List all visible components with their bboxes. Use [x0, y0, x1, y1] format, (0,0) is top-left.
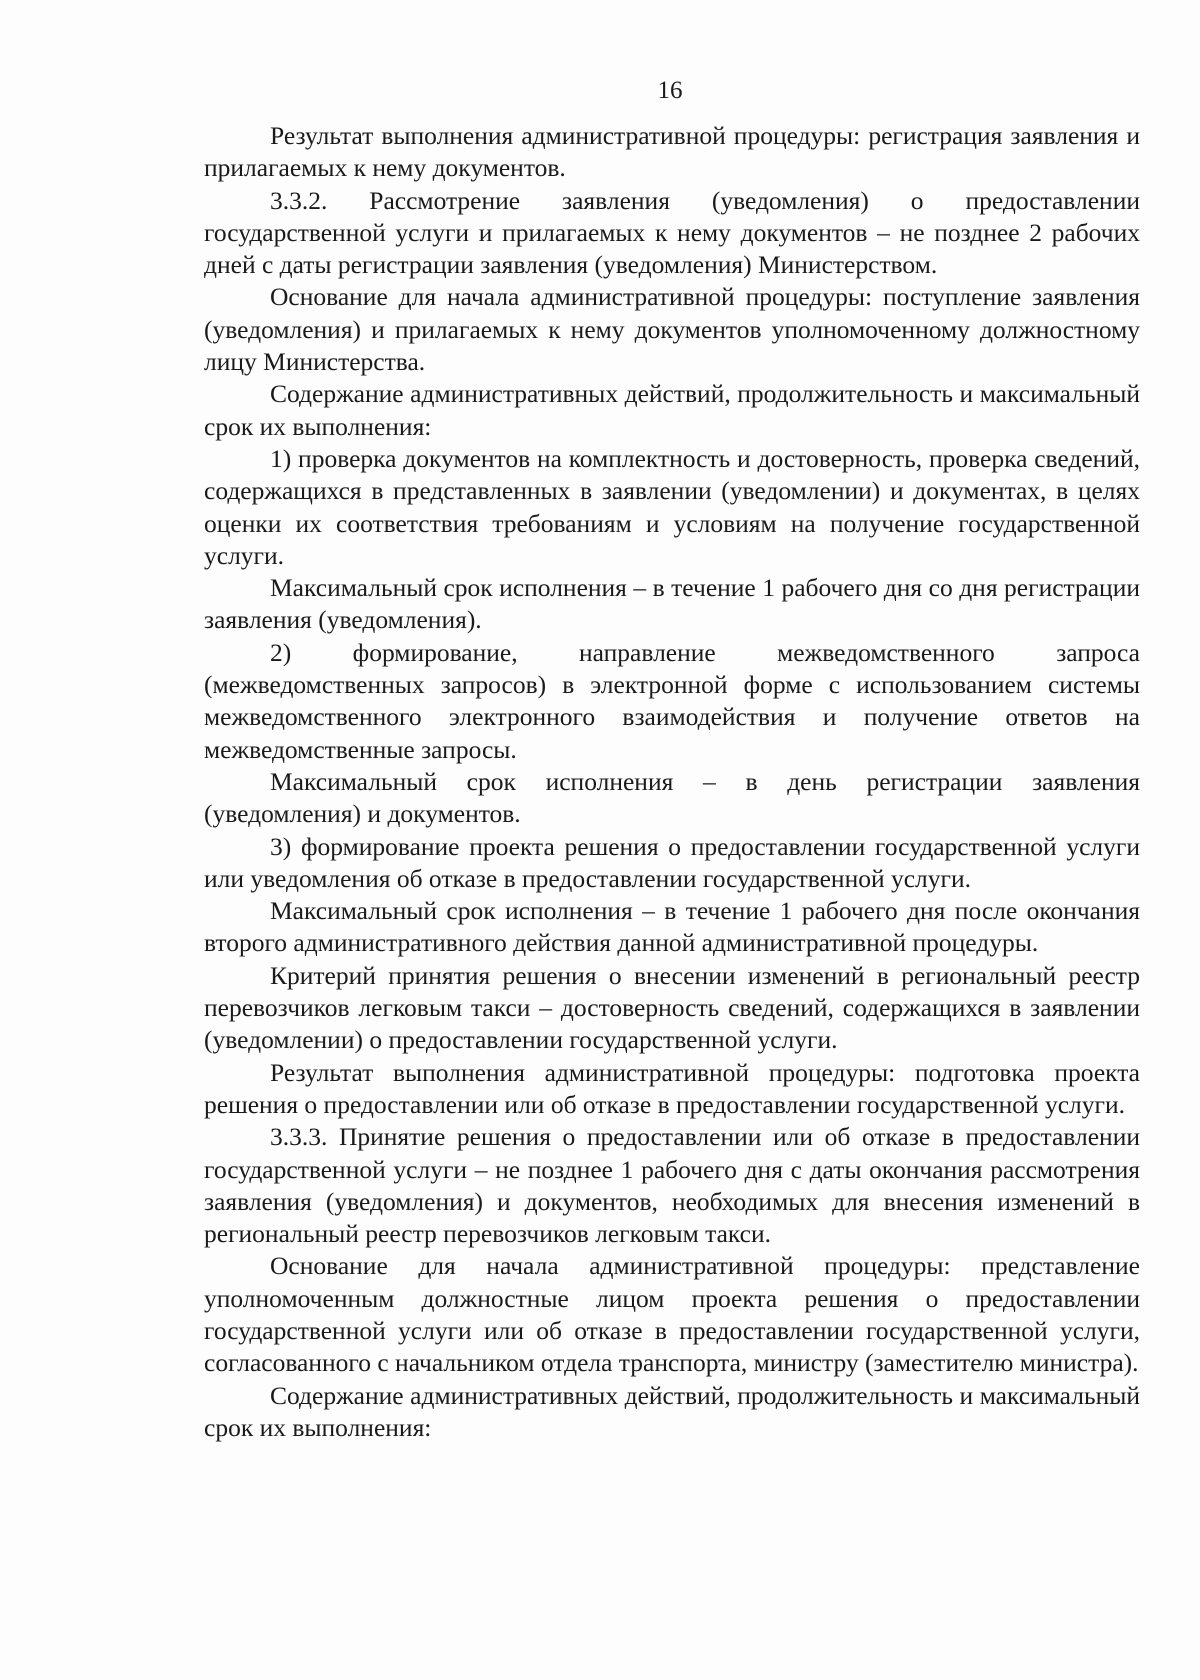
- paragraph-basis-decision: Основание для начала административной процедуры: представление уполномоченным должностные лицом проекта решения о предоставлении государственной услуги или об отказе в предоставлении государственной услуги, согласованного с начальником отдела транспорта, министру (заместителю министра).: [204, 1251, 1140, 1378]
- paragraph-deadline-3: Максимальный срок исполнения – в течение 1 рабочего дня после окончания второго административного действия данной административной процедуры.: [204, 896, 1140, 958]
- paragraph-action-2: 2) формирование, направление межведомственного запроса (межведомственных запросов) в электронной форме с использованием системы межведомственного электронного взаимодействия и получение ответов на межведомственные запросы.: [204, 637, 1140, 764]
- paragraph-content-actions-2: Содержание административных действий, продолжительность и максимальный срок их выполнения:: [204, 1380, 1140, 1442]
- paragraph-deadline-2: Максимальный срок исполнения – в день регистрации заявления (уведомления) и документов.: [204, 766, 1140, 829]
- paragraph-3-3-2-heading: 3.3.2. Рассмотрение заявления (уведомления) о предоставлении государственной услуги и прилагаемых к нему документов – не позднее 2 рабочих дней с даты регистрации заявления (уведомления) Министерством.: [204, 185, 1140, 280]
- paragraph-basis-review: Основание для начала административной процедуры: поступление заявления (уведомления) и прилагаемых к нему документов уполномоченному должностному лицу Министерства.: [204, 282, 1140, 377]
- paragraph-decision-criterion: Критерий принятия решения о внесении изменений в региональный реестр перевозчиков легковым такси – достоверность сведений, содержащихся в заявлении (уведомлении) о предоставлении государственной услуги.: [204, 960, 1140, 1055]
- page-number: 16: [657, 77, 683, 104]
- paragraph-3-3-3-heading: 3.3.3. Принятие решения о предоставлении или об отказе в предоставлении государственной услуги – не позднее 1 рабочего дня с даты окончания рассмотрения заявления (уведомления) и документов, необходимых для внесения изменений в региональный реестр перевозчиков легковым такси.: [204, 1122, 1140, 1249]
- paragraph-result-registration: Результат выполнения административной процедуры: регистрация заявления и прилагаемых к нему документов.: [204, 121, 1140, 183]
- paragraph-content-actions: Содержание административных действий, продолжительность и максимальный срок их выполнения:: [204, 379, 1140, 441]
- paragraph-result-draft: Результат выполнения административной процедуры: подготовка проекта решения о предоставлении или об отказе в предоставлении государственной услуги.: [204, 1057, 1140, 1119]
- paragraph-deadline-1: Максимальный срок исполнения – в течение 1 рабочего дня со дня регистрации заявления (уведомления).: [204, 573, 1140, 635]
- document-body: [204, 120, 1140, 1444]
- paragraph-action-3: 3) формирование проекта решения о предоставлении государственной услуги или уведомления об отказе в предоставлении государственной услуги.: [204, 831, 1140, 893]
- paragraph-action-1: 1) проверка документов на комплектность и достоверность, проверка сведений, содержащихся в представленных в заявлении (уведомлении) и документах, в целях оценки их соответствия требованиям и условиям на получение государственной услуги.: [204, 443, 1140, 570]
